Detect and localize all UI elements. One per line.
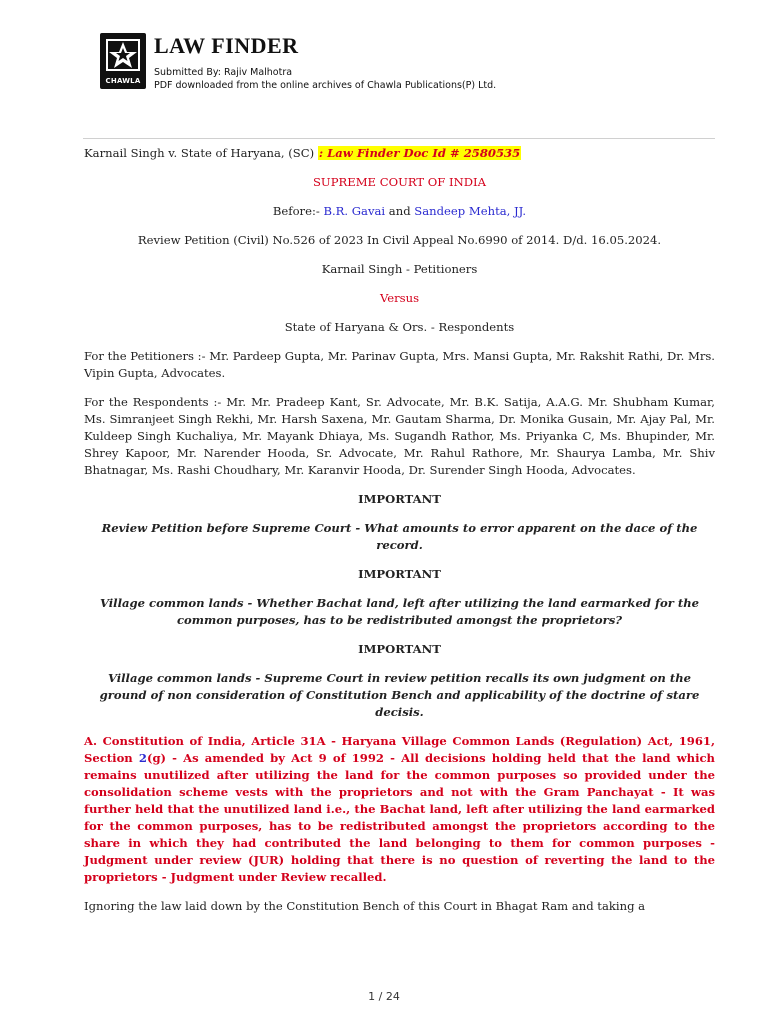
document-body bbox=[84, 145, 715, 927]
logo-text: CHAWLA bbox=[105, 77, 141, 85]
case-name: Karnail Singh v. State of Haryana, (SC) bbox=[84, 146, 318, 160]
star-icon bbox=[106, 39, 140, 71]
important-label: IMPORTANT bbox=[358, 642, 441, 656]
before-label: Before:- bbox=[272, 204, 324, 218]
doc-id-highlight: : Law Finder Doc Id # 2580535 bbox=[318, 146, 521, 160]
petition-details: Review Petition (Civil) No.526 of 2023 In Civil Appeal No.6990 of 2014. D/d. 16.05.2024. bbox=[137, 233, 662, 247]
important-note: Village common lands - Whether Bachat land, left after utilizing the land earmarked for the common purposes, has to be redistributed amongst the proprietors? bbox=[99, 596, 700, 627]
archive-note: PDF downloaded from the online archives of Chawla Publications(P) Ltd. bbox=[154, 80, 497, 91]
versus-label: Versus bbox=[379, 291, 420, 305]
page-indicator: 1 / 24 bbox=[368, 990, 400, 1003]
important-label: IMPORTANT bbox=[358, 492, 441, 506]
headnote-a bbox=[84, 733, 715, 886]
section-link[interactable]: 2 bbox=[138, 751, 147, 765]
brand-title: LAW FINDER bbox=[154, 33, 299, 58]
respondent-line: State of Haryana & Ors. - Respondents bbox=[284, 320, 515, 334]
judge-link-mehta[interactable]: Sandeep Mehta, JJ. bbox=[414, 204, 527, 218]
chawla-logo bbox=[100, 33, 146, 89]
submitted-by: Submitted By: Rajiv Malhotra bbox=[154, 67, 293, 78]
and-text: and bbox=[385, 204, 415, 218]
petitioners-counsel: For the Petitioners :- Mr. Pardeep Gupta, Mr. Parinav Gupta, Mrs. Mansi Gupta, Mr. Rakshit Rathi, Dr. Mrs. Vipin Gupta, Advocates. bbox=[84, 349, 715, 380]
important-label: IMPORTANT bbox=[358, 567, 441, 581]
important-note: Village common lands - Supreme Court in review petition recalls its own judgment on the ground of non consideration of Constitution Bench and applicability of the doctrine of stare decisis. bbox=[99, 671, 700, 719]
body-paragraph: Ignoring the law laid down by the Constitution Bench of this Court in Bhagat Ram and taking a bbox=[84, 899, 646, 913]
petitioner-line: Karnail Singh - Petitioners bbox=[321, 262, 478, 276]
case-title bbox=[84, 145, 715, 162]
judge-link-gavai[interactable]: B.R. Gavai bbox=[323, 204, 386, 218]
headnote-text-start: A. Constitution of India, Article 31A - Haryana Village Common Lands (Regulation) Act, 1961, Section bbox=[84, 734, 715, 765]
document-header bbox=[100, 31, 720, 91]
headnote-text-rest: (g) - As amended by Act 9 of 1992 - All decisions holding held that the land which remains unutilized after utilizing the land for the common purposes so provided under the consolidation scheme vests with the proprietors and not with the Gram Panchayat - It was further held that the unutilized land i.e., the Bachat land, left after utilizing the land earmarked for the common purposes, has to be redistributed amongst the proprietors according to the share in which they had contributed the land belonging to them for common purposes - Judgment under review (JUR) holding that there is no question of reverting the land to the proprietors - Judgment under Review recalled. bbox=[84, 751, 715, 884]
bench-line bbox=[84, 203, 715, 220]
header-divider bbox=[83, 138, 715, 139]
court-name: SUPREME COURT OF INDIA bbox=[312, 175, 487, 189]
important-note: Review Petition before Supreme Court - What amounts to error apparent on the dace of the record. bbox=[101, 521, 698, 552]
respondents-counsel: For the Respondents :- Mr. Mr. Pradeep Kant, Sr. Advocate, Mr. B.K. Satija, A.A.G. Mr. Shubham Kumar, Ms. Simranjeet Singh Rekhi, Mr. Harsh Saxena, Mr. Gautam Sharma, Dr. Monika Gusain, Mr. Ajay Pal, Mr. Kuldeep Singh Kuchaliya, Mr. Mayank Dhiaya, Ms. Sugandh Rathor, Ms. Priyanka C, Ms. Bhupinder, Mr. Shrey Kapoor, Mr. Narender Hooda, Sr. Advocate, Mr. Rahul Rathore, Mr. Shaurya Lamba, Mr. Shiv Bhatnagar, Ms. Rashi Choudhary, Mr. Karanvir Hooda, Dr. Surender Singh Hooda, Advocates. bbox=[84, 395, 715, 477]
